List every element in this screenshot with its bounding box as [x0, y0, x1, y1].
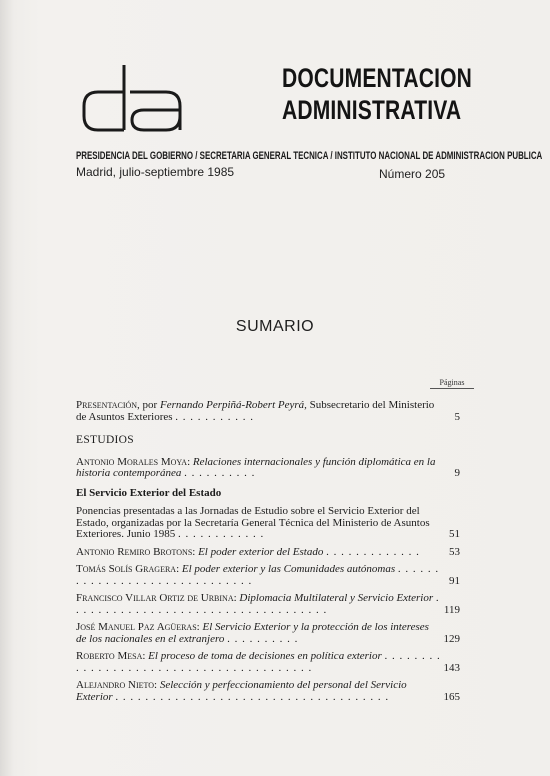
masthead-title-line1: DOCUMENTACION	[282, 63, 473, 93]
toc-entry-author: Antonio Remiro Brotons:	[76, 545, 196, 558]
toc-entry-author: Francisco Villar Ortiz de Urbina:	[76, 592, 237, 604]
toc-entry-by: por	[142, 399, 158, 411]
toc-entry-label: Presentación,	[76, 399, 140, 411]
place-date: Madrid, julio-septiembre 1985	[76, 165, 235, 179]
summary-heading: SUMARIO	[235, 318, 315, 335]
section-heading-studies: ESTUDIOS	[76, 434, 134, 446]
toc-entry	[76, 622, 476, 645]
toc-entry-page: 5	[454, 410, 460, 423]
toc-entry-title: Selección y perfeccionamiento del personal del Servicio Exterior	[76, 679, 407, 703]
toc-entry	[76, 593, 476, 616]
subsection-heading: El Servicio Exterior del Estado	[76, 486, 222, 499]
leader-dots: . . . . . . . . . . .	[175, 410, 255, 423]
toc-entry-title: Relaciones internacionales y función diplomática en la historia contemporánea	[76, 455, 436, 479]
toc-entry-text: Subsecretario del Ministerio de Asuntos Exteriores	[76, 399, 435, 423]
leader-dots: . . . . . . . . . . . .	[178, 528, 265, 540]
toc-entry-author: Alejandro Nieto:	[76, 679, 158, 691]
toc-entry-page: 129	[443, 632, 460, 645]
toc-entry-author: Tomás Solís Gragera:	[76, 563, 180, 575]
toc-entry	[76, 564, 476, 587]
toc-entry-page: 9	[454, 467, 460, 479]
masthead-title-line2: ADMINISTRATIVA	[282, 95, 462, 125]
toc-entry-morales	[76, 457, 476, 480]
leader-dots: . . . . . . . . . . . . . . . . . . . . . . . . . . . . . .	[76, 563, 440, 587]
toc-entry-presentation	[76, 400, 476, 423]
toc-entry	[76, 651, 476, 674]
toc-entry-title: El poder exterior y las Comunidades autónomas	[181, 563, 396, 575]
issue-number: Número 205	[379, 167, 446, 181]
toc-entry	[76, 506, 476, 541]
toc-entry-title: El Servicio Exterior y la protección de los intereses de los nacionales en el extranjero	[76, 621, 429, 645]
toc-entry-title: El proceso de toma de decisiones en política exterior	[148, 650, 382, 662]
toc-entry-page: 143	[443, 661, 460, 674]
leader-dots: . . . . . . . . . .	[184, 467, 256, 479]
table-of-contents	[76, 400, 476, 709]
leader-dots: . . . . . . . . . . . . . . . . . . . . . . . . . . . . . . . . . . .	[76, 592, 440, 616]
leader-dots: . . . . . . . . . . . . . . . . . . . . . . . . . . . . . . . . . . . . .	[115, 690, 390, 703]
masthead-title	[282, 62, 472, 126]
toc-entry-page: 165	[443, 690, 460, 703]
toc-entry-text: Ponencias presentadas a las Jornadas de Estudio sobre el Servicio Exterior del Estado, organizadas por la Secretaría General Técnica del Ministerio de Asuntos Exteriores. Junio 1985	[76, 505, 430, 540]
toc-entry-page: 91	[449, 574, 460, 587]
toc-entry-page: 119	[443, 603, 460, 616]
leader-dots: . . . . . . . . . .	[227, 632, 299, 645]
pages-column-header: Páginas	[430, 378, 474, 389]
toc-entry-page: 51	[449, 528, 460, 540]
toc-entry-author: Roberto Mesa:	[76, 650, 146, 662]
toc-entry	[76, 680, 476, 703]
toc-entry-title: El poder exterior del Estado	[198, 545, 324, 558]
da-monogram-logo-icon	[80, 62, 184, 134]
masthead-subtitle: PRESIDENCIA DEL GOBIERNO / SECRETARIA GENERAL TECNICA / INSTITUTO NACIONAL DE ADMINISTRACION PUBLICA	[76, 150, 543, 162]
toc-entry-title: Diplomacia Multilateral y Servicio Exterior	[239, 592, 434, 604]
toc-entry-page: 53	[449, 545, 460, 558]
toc-entry-author: José Manuel Paz Agüeras:	[76, 621, 200, 633]
leader-dots: . . . . . . . . . . . . .	[326, 545, 420, 558]
toc-entry-author: Fernando Perpiñá-Robert Peyrá,	[159, 399, 307, 411]
toc-entry	[76, 547, 476, 559]
toc-entry-author: Antonio Morales Moya:	[76, 455, 191, 468]
leader-dots: . . . . . . . . . . . . . . . . . . . . . . . . . . . . . . . . . . . . . . . .	[76, 650, 441, 674]
